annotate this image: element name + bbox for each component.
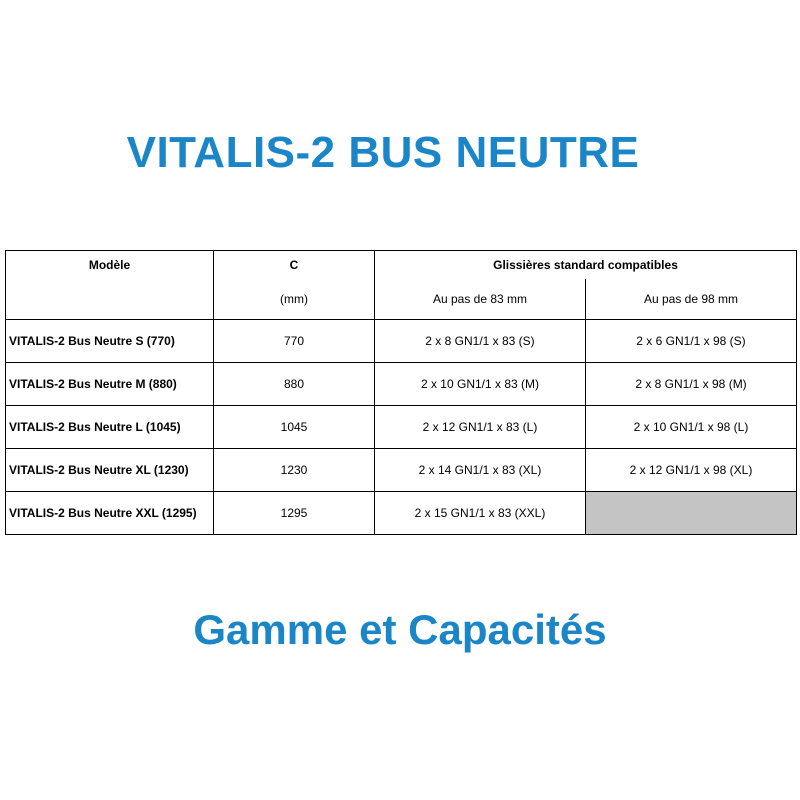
cell-c: 770 (214, 320, 375, 363)
cell-c: 880 (214, 363, 375, 406)
cell-model: VITALIS-2 Bus Neutre S (770) (6, 320, 214, 363)
table-row (6, 449, 797, 492)
cell-pas-98: 2 x 8 GN1/1 x 98 (M) (586, 363, 797, 406)
cell-c: 1230 (214, 449, 375, 492)
cell-pas-98: 2 x 6 GN1/1 x 98 (S) (586, 320, 797, 363)
capacity-table (5, 250, 797, 535)
table-header-row (6, 251, 797, 280)
table-row (6, 320, 797, 363)
cell-pas-83: 2 x 14 GN1/1 x 83 (XL) (375, 449, 586, 492)
header-pas-83: Au pas de 83 mm (375, 279, 586, 320)
cell-model: VITALIS-2 Bus Neutre XXL (1295) (6, 492, 214, 535)
cell-model: VITALIS-2 Bus Neutre M (880) (6, 363, 214, 406)
header-c: C (214, 251, 375, 280)
cell-pas-98: 2 x 10 GN1/1 x 98 (L) (586, 406, 797, 449)
cell-pas-83: 2 x 15 GN1/1 x 83 (XXL) (375, 492, 586, 535)
header-glissieres: Glissières standard compatibles (493, 258, 678, 272)
table-row (6, 363, 797, 406)
cell-pas-98: 2 x 12 GN1/1 x 98 (XL) (586, 449, 797, 492)
header-c-unit: (mm) (214, 279, 375, 320)
table-row (6, 406, 797, 449)
cell-c: 1295 (214, 492, 375, 535)
header-pas-98: Au pas de 98 mm (586, 279, 797, 320)
cell-pas-98-empty (586, 492, 797, 535)
table-subheader-row (6, 279, 797, 320)
cell-model: VITALIS-2 Bus Neutre XL (1230) (6, 449, 214, 492)
cell-model: VITALIS-2 Bus Neutre L (1045) (6, 406, 214, 449)
table-row (6, 492, 797, 535)
header-model-blank (6, 279, 214, 320)
page-subtitle: Gamme et Capacités (193, 606, 607, 653)
cell-pas-83: 2 x 10 GN1/1 x 83 (M) (375, 363, 586, 406)
cell-pas-83: 2 x 8 GN1/1 x 83 (S) (375, 320, 586, 363)
cell-pas-83: 2 x 12 GN1/1 x 83 (L) (375, 406, 586, 449)
cell-c: 1045 (214, 406, 375, 449)
page-title: VITALIS-2 BUS NEUTRE (126, 128, 640, 177)
header-model: Modèle (6, 251, 214, 280)
